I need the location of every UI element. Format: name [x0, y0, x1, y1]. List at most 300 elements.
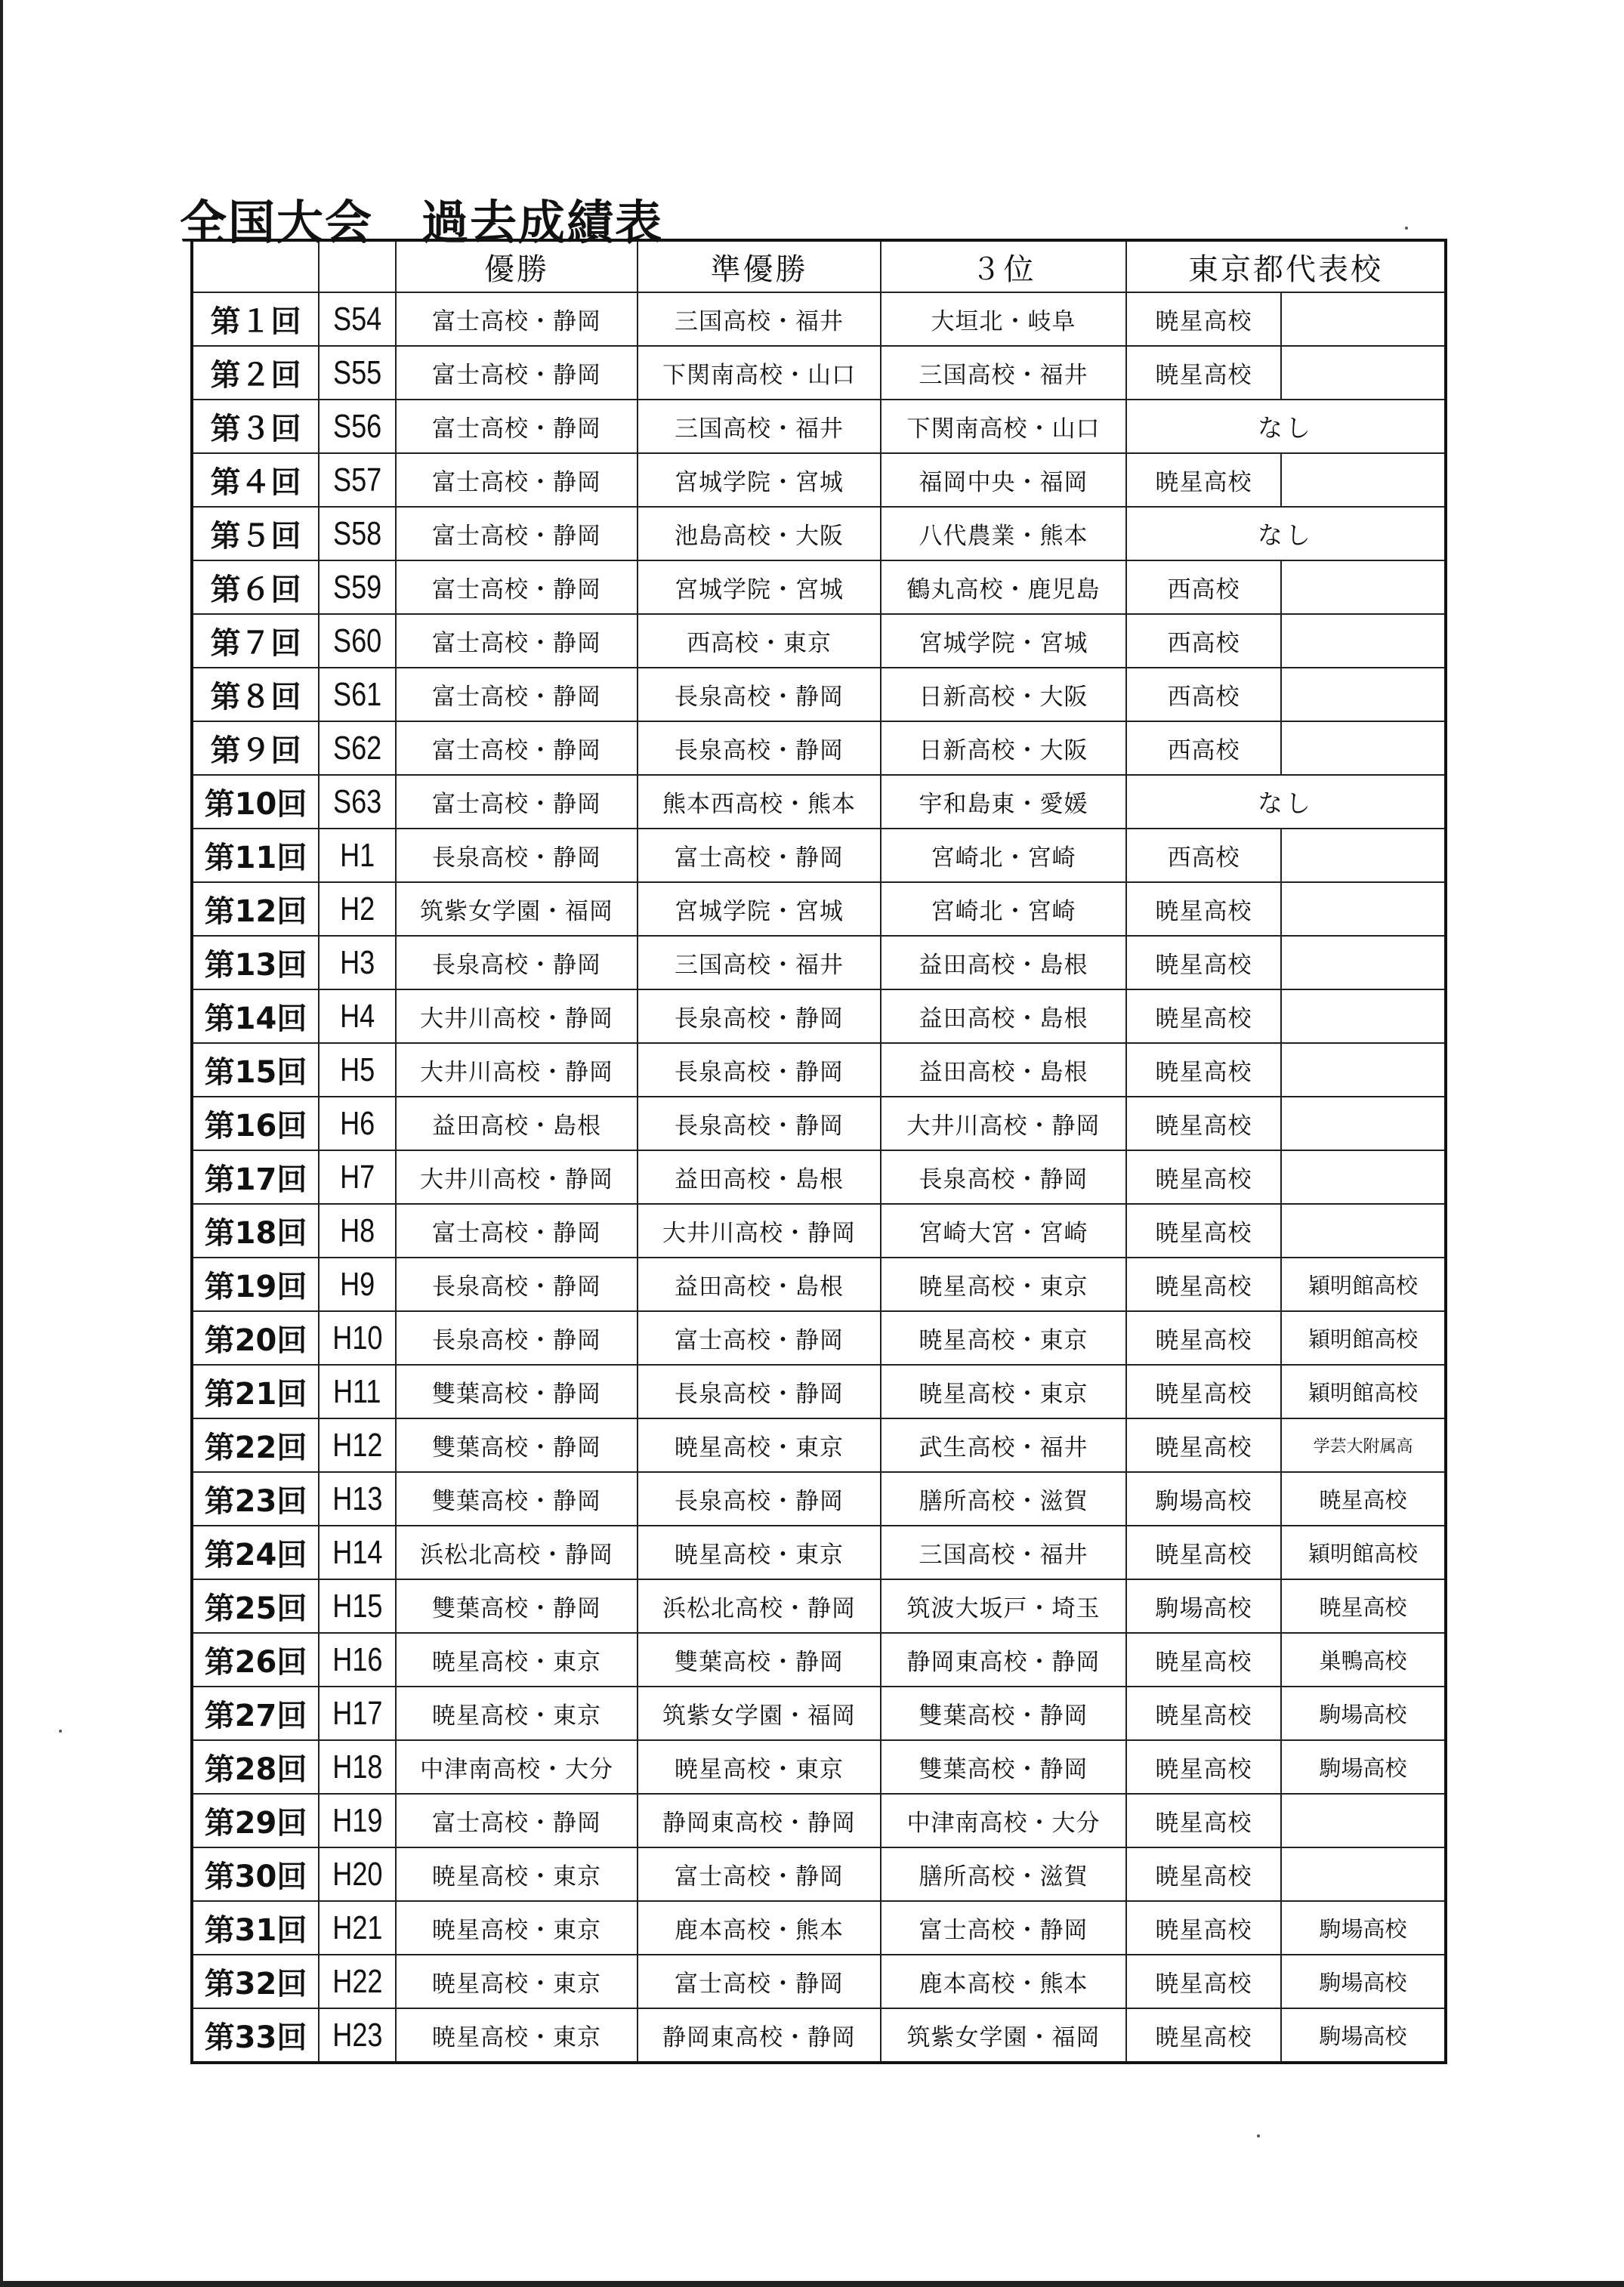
tokyo-rep-1-cell: 暁星高校	[1126, 1901, 1281, 1955]
table-row	[192, 1311, 1446, 1365]
table-row	[192, 1258, 1446, 1311]
third-place-cell: 暁星高校・東京	[881, 1365, 1126, 1418]
winner-cell: 長泉高校・静岡	[396, 829, 638, 882]
runner-up-cell: 静岡東高校・静岡	[638, 2008, 881, 2063]
era-cell	[319, 1472, 396, 1526]
round-cell: 第18回	[192, 1204, 319, 1258]
winner-cell: 富士高校・静岡	[396, 560, 638, 614]
header-third: ３位	[881, 240, 1126, 292]
third-place-cell: 三国高校・福井	[881, 346, 1126, 400]
winner-cell: 富士高校・静岡	[396, 1794, 638, 1847]
table-row	[192, 1150, 1446, 1204]
era-text: H6	[339, 1104, 375, 1142]
tokyo-rep-2-cell	[1281, 936, 1446, 989]
table-row	[192, 2008, 1446, 2063]
round-cell: 第14回	[192, 989, 319, 1043]
tokyo-rep-2-cell: 学芸大附属高	[1281, 1418, 1446, 1472]
table-row	[192, 1579, 1446, 1633]
round-cell: 第22回	[192, 1418, 319, 1472]
era-text: H10	[332, 1319, 383, 1356]
tokyo-rep-1-cell: 暁星高校	[1126, 989, 1281, 1043]
table-row	[192, 1740, 1446, 1794]
tokyo-rep-2-cell	[1281, 614, 1446, 668]
table-row	[192, 936, 1446, 989]
winner-cell: 筑紫女学園・福岡	[396, 882, 638, 936]
era-cell	[319, 346, 396, 400]
tokyo-rep-1-cell: 暁星高校	[1126, 1633, 1281, 1687]
runner-up-cell: 池島高校・大阪	[638, 507, 881, 560]
tokyo-rep-2-cell	[1281, 721, 1446, 775]
era-text: S56	[332, 407, 382, 445]
tokyo-rep-2-cell: 穎明館高校	[1281, 1311, 1446, 1365]
winner-cell: 中津南高校・大分	[396, 1740, 638, 1794]
winner-cell: 富士高校・静岡	[396, 668, 638, 721]
table-row	[192, 1633, 1446, 1687]
round-cell: 第11回	[192, 829, 319, 882]
winner-cell: 雙葉高校・静岡	[396, 1365, 638, 1418]
round-cell: 第32回	[192, 1955, 319, 2008]
runner-up-cell: 暁星高校・東京	[638, 1740, 881, 1794]
era-text: S55	[332, 353, 382, 391]
tokyo-rep-1-cell: 暁星高校	[1126, 1150, 1281, 1204]
round-cell: 第８回	[192, 668, 319, 721]
tokyo-rep-1-cell: 暁星高校	[1126, 292, 1281, 346]
tokyo-rep-1-cell: 暁星高校	[1126, 1847, 1281, 1901]
tokyo-rep-1-cell: 暁星高校	[1126, 2008, 1281, 2063]
runner-up-cell: 静岡東高校・静岡	[638, 1794, 881, 1847]
third-place-cell: 膳所高校・滋賀	[881, 1847, 1126, 1901]
third-place-cell: 宮崎北・宮崎	[881, 882, 1126, 936]
table-row	[192, 1418, 1446, 1472]
round-cell: 第19回	[192, 1258, 319, 1311]
runner-up-cell: 長泉高校・静岡	[638, 1472, 881, 1526]
round-cell: 第３回	[192, 400, 319, 453]
runner-up-cell: 熊本西高校・熊本	[638, 775, 881, 829]
header-runner-up: 準優勝	[638, 240, 881, 292]
era-text: H15	[332, 1587, 383, 1625]
era-cell	[319, 1901, 396, 1955]
table-row	[192, 1687, 1446, 1740]
third-place-cell: 大垣北・岐阜	[881, 292, 1126, 346]
table-row	[192, 1472, 1446, 1526]
winner-cell: 暁星高校・東京	[396, 1687, 638, 1740]
winner-cell: 富士高校・静岡	[396, 1204, 638, 1258]
era-cell	[319, 1043, 396, 1097]
era-text: H7	[339, 1158, 375, 1196]
third-place-cell: 宮崎北・宮崎	[881, 829, 1126, 882]
third-place-cell: 暁星高校・東京	[881, 1311, 1126, 1365]
table-row	[192, 1097, 1446, 1150]
winner-cell: 富士高校・静岡	[396, 614, 638, 668]
winner-cell: 富士高校・静岡	[396, 346, 638, 400]
tokyo-rep-1-cell: 暁星高校	[1126, 1258, 1281, 1311]
runner-up-cell: 下関南高校・山口	[638, 346, 881, 400]
table-row	[192, 1204, 1446, 1258]
tokyo-rep-2-cell	[1281, 1794, 1446, 1847]
round-cell: 第28回	[192, 1740, 319, 1794]
winner-cell: 暁星高校・東京	[396, 1955, 638, 2008]
era-text: H17	[332, 1694, 383, 1732]
runner-up-cell: 益田高校・島根	[638, 1150, 881, 1204]
round-cell: 第24回	[192, 1526, 319, 1579]
tokyo-rep-2-cell	[1281, 668, 1446, 721]
tokyo-rep-1-cell: 暁星高校	[1126, 1365, 1281, 1418]
era-text: S59	[332, 568, 382, 606]
tokyo-rep-2-cell	[1281, 346, 1446, 400]
round-cell: 第１回	[192, 292, 319, 346]
tokyo-rep-2-cell: 穎明館高校	[1281, 1526, 1446, 1579]
table-row	[192, 507, 1446, 560]
third-place-cell: 鶴丸高校・鹿児島	[881, 560, 1126, 614]
third-place-cell: 三国高校・福井	[881, 1526, 1126, 1579]
runner-up-cell: 長泉高校・静岡	[638, 989, 881, 1043]
third-place-cell: 八代農業・熊本	[881, 507, 1126, 560]
round-cell: 第20回	[192, 1311, 319, 1365]
third-place-cell: 益田高校・島根	[881, 936, 1126, 989]
third-place-cell: 宮城学院・宮城	[881, 614, 1126, 668]
tokyo-rep-1-cell: 暁星高校	[1126, 346, 1281, 400]
era-cell	[319, 292, 396, 346]
round-cell: 第25回	[192, 1579, 319, 1633]
winner-cell: 大井川高校・静岡	[396, 1150, 638, 1204]
tokyo-rep-2-cell: 巣鴨高校	[1281, 1633, 1446, 1687]
tokyo-rep-1-cell: 西高校	[1126, 829, 1281, 882]
era-text: H4	[339, 997, 375, 1035]
runner-up-cell: 長泉高校・静岡	[638, 1043, 881, 1097]
era-cell	[319, 1365, 396, 1418]
round-cell: 第４回	[192, 453, 319, 507]
era-cell	[319, 1847, 396, 1901]
tokyo-rep-2-cell: 穎明館高校	[1281, 1365, 1446, 1418]
table-row	[192, 1955, 1446, 2008]
era-text: H18	[332, 1748, 383, 1785]
era-cell	[319, 668, 396, 721]
tokyo-rep-2-cell: 暁星高校	[1281, 1579, 1446, 1633]
runner-up-cell: 鹿本高校・熊本	[638, 1901, 881, 1955]
tokyo-rep-2-cell	[1281, 1204, 1446, 1258]
era-text: H8	[339, 1211, 375, 1249]
runner-up-cell: 益田高校・島根	[638, 1258, 881, 1311]
era-text: H14	[332, 1533, 383, 1571]
tokyo-rep-2-cell	[1281, 292, 1446, 346]
third-place-cell: 益田高校・島根	[881, 1043, 1126, 1097]
tokyo-rep-2-cell	[1281, 1097, 1446, 1150]
runner-up-cell: 富士高校・静岡	[638, 829, 881, 882]
tokyo-none-cell: なし	[1126, 400, 1446, 453]
tokyo-rep-2-cell: 駒場高校	[1281, 2008, 1446, 2063]
header-tokyo-representative: 東京都代表校	[1126, 240, 1446, 292]
era-text: H21	[332, 1909, 383, 1946]
winner-cell: 雙葉高校・静岡	[396, 1579, 638, 1633]
era-cell	[319, 453, 396, 507]
tokyo-rep-1-cell: 暁星高校	[1126, 1794, 1281, 1847]
table-row	[192, 668, 1446, 721]
winner-cell: 長泉高校・静岡	[396, 936, 638, 989]
era-text: H22	[332, 1962, 383, 2000]
era-cell	[319, 507, 396, 560]
era-text: S63	[332, 782, 382, 820]
era-text: S54	[332, 300, 382, 338]
winner-cell: 雙葉高校・静岡	[396, 1418, 638, 1472]
table-row	[192, 1526, 1446, 1579]
third-place-cell: 大井川高校・静岡	[881, 1097, 1126, 1150]
winner-cell: 大井川高校・静岡	[396, 989, 638, 1043]
third-place-cell: 長泉高校・静岡	[881, 1150, 1126, 1204]
winner-cell: 長泉高校・静岡	[396, 1258, 638, 1311]
third-place-cell: 日新高校・大阪	[881, 721, 1126, 775]
runner-up-cell: 長泉高校・静岡	[638, 1097, 881, 1150]
table-row	[192, 346, 1446, 400]
winner-cell: 富士高校・静岡	[396, 400, 638, 453]
tokyo-rep-1-cell: 西高校	[1126, 614, 1281, 668]
round-cell: 第31回	[192, 1901, 319, 1955]
runner-up-cell: 三国高校・福井	[638, 292, 881, 346]
third-place-cell: 暁星高校・東京	[881, 1258, 1126, 1311]
third-place-cell: 筑波大坂戸・埼玉	[881, 1579, 1126, 1633]
tokyo-rep-1-cell: 暁星高校	[1126, 1687, 1281, 1740]
round-cell: 第21回	[192, 1365, 319, 1418]
third-place-cell: 雙葉高校・静岡	[881, 1687, 1126, 1740]
third-place-cell: 雙葉高校・静岡	[881, 1740, 1126, 1794]
era-text: H12	[332, 1426, 383, 1464]
third-place-cell: 静岡東高校・静岡	[881, 1633, 1126, 1687]
era-cell	[319, 989, 396, 1043]
tokyo-rep-1-cell: 西高校	[1126, 560, 1281, 614]
era-cell	[319, 1579, 396, 1633]
tokyo-rep-2-cell	[1281, 989, 1446, 1043]
runner-up-cell: 筑紫女学園・福岡	[638, 1687, 881, 1740]
round-cell: 第26回	[192, 1633, 319, 1687]
era-cell	[319, 1258, 396, 1311]
third-place-cell: 筑紫女学園・福岡	[881, 2008, 1126, 2063]
era-cell	[319, 936, 396, 989]
winner-cell: 長泉高校・静岡	[396, 1311, 638, 1365]
results-table	[190, 239, 1447, 2064]
scan-speck	[59, 1730, 62, 1733]
third-place-cell: 武生高校・福井	[881, 1418, 1126, 1472]
tokyo-none-cell: なし	[1126, 507, 1446, 560]
runner-up-cell: 暁星高校・東京	[638, 1526, 881, 1579]
tokyo-rep-1-cell: 暁星高校	[1126, 1740, 1281, 1794]
tokyo-rep-1-cell: 駒場高校	[1126, 1472, 1281, 1526]
table-row	[192, 1901, 1446, 1955]
era-cell	[319, 400, 396, 453]
winner-cell: 雙葉高校・静岡	[396, 1472, 638, 1526]
table-row	[192, 560, 1446, 614]
tokyo-rep-1-cell: 暁星高校	[1126, 453, 1281, 507]
era-text: H9	[339, 1265, 375, 1303]
round-cell: 第30回	[192, 1847, 319, 1901]
tokyo-rep-2-cell	[1281, 829, 1446, 882]
runner-up-cell: 長泉高校・静岡	[638, 721, 881, 775]
runner-up-cell: 長泉高校・静岡	[638, 668, 881, 721]
runner-up-cell: 富士高校・静岡	[638, 1955, 881, 2008]
tokyo-rep-1-cell: 暁星高校	[1126, 1043, 1281, 1097]
table-row	[192, 1365, 1446, 1418]
tokyo-rep-2-cell	[1281, 1150, 1446, 1204]
round-cell: 第16回	[192, 1097, 319, 1150]
tokyo-rep-2-cell	[1281, 882, 1446, 936]
winner-cell: 富士高校・静岡	[396, 507, 638, 560]
tokyo-rep-1-cell: 暁星高校	[1126, 1097, 1281, 1150]
tokyo-rep-2-cell	[1281, 1847, 1446, 1901]
round-cell: 第23回	[192, 1472, 319, 1526]
tokyo-rep-1-cell: 暁星高校	[1126, 936, 1281, 989]
winner-cell: 富士高校・静岡	[396, 292, 638, 346]
third-place-cell: 宇和島東・愛媛	[881, 775, 1126, 829]
tokyo-rep-2-cell: 駒場高校	[1281, 1901, 1446, 1955]
third-place-cell: 中津南高校・大分	[881, 1794, 1126, 1847]
winner-cell: 暁星高校・東京	[396, 1901, 638, 1955]
tokyo-rep-2-cell: 駒場高校	[1281, 1955, 1446, 2008]
tokyo-rep-2-cell: 穎明館高校	[1281, 1258, 1446, 1311]
page-edge-left	[0, 0, 3, 2287]
winner-cell: 益田高校・島根	[396, 1097, 638, 1150]
tokyo-rep-1-cell: 西高校	[1126, 668, 1281, 721]
era-cell	[319, 1418, 396, 1472]
tokyo-rep-1-cell: 駒場高校	[1126, 1579, 1281, 1633]
era-cell	[319, 775, 396, 829]
era-cell	[319, 614, 396, 668]
tokyo-rep-1-cell: 西高校	[1126, 721, 1281, 775]
era-cell	[319, 1526, 396, 1579]
table-row	[192, 829, 1446, 882]
table-row	[192, 292, 1446, 346]
era-text: H3	[339, 943, 375, 981]
era-text: H2	[339, 890, 375, 927]
third-place-cell: 膳所高校・滋賀	[881, 1472, 1126, 1526]
era-cell	[319, 560, 396, 614]
era-cell	[319, 1097, 396, 1150]
era-text: H20	[332, 1855, 383, 1893]
third-place-cell: 福岡中央・福岡	[881, 453, 1126, 507]
winner-cell: 浜松北高校・静岡	[396, 1526, 638, 1579]
era-cell	[319, 1740, 396, 1794]
era-cell	[319, 1955, 396, 2008]
winner-cell: 暁星高校・東京	[396, 1847, 638, 1901]
round-cell: 第29回	[192, 1794, 319, 1847]
round-cell: 第９回	[192, 721, 319, 775]
table-row	[192, 775, 1446, 829]
round-cell: 第２回	[192, 346, 319, 400]
round-cell: 第13回	[192, 936, 319, 989]
tokyo-rep-2-cell	[1281, 1043, 1446, 1097]
page-edge-bottom	[0, 2281, 1624, 2287]
runner-up-cell: 三国高校・福井	[638, 400, 881, 453]
era-cell	[319, 2008, 396, 2063]
table-row	[192, 882, 1446, 936]
era-text: S57	[332, 461, 382, 498]
tokyo-rep-1-cell: 暁星高校	[1126, 1955, 1281, 2008]
tokyo-rep-2-cell: 駒場高校	[1281, 1687, 1446, 1740]
results-body	[192, 292, 1446, 2063]
round-cell: 第17回	[192, 1150, 319, 1204]
third-place-cell: 富士高校・静岡	[881, 1901, 1126, 1955]
runner-up-cell: 暁星高校・東京	[638, 1418, 881, 1472]
table-row	[192, 1794, 1446, 1847]
tokyo-rep-1-cell: 暁星高校	[1126, 1418, 1281, 1472]
runner-up-cell: 宮城学院・宮城	[638, 560, 881, 614]
round-cell: 第15回	[192, 1043, 319, 1097]
winner-cell: 富士高校・静岡	[396, 721, 638, 775]
runner-up-cell: 宮城学院・宮城	[638, 453, 881, 507]
tokyo-rep-2-cell: 駒場高校	[1281, 1740, 1446, 1794]
table-row	[192, 1847, 1446, 1901]
runner-up-cell: 浜松北高校・静岡	[638, 1579, 881, 1633]
era-text: H13	[332, 1480, 383, 1517]
header-era	[319, 240, 396, 292]
era-text: S58	[332, 514, 382, 552]
tokyo-rep-2-cell	[1281, 560, 1446, 614]
tokyo-none-cell: なし	[1126, 775, 1446, 829]
winner-cell: 暁星高校・東京	[396, 1633, 638, 1687]
table-row	[192, 400, 1446, 453]
era-cell	[319, 882, 396, 936]
runner-up-cell: 雙葉高校・静岡	[638, 1633, 881, 1687]
era-text: H5	[339, 1051, 375, 1088]
header-round	[192, 240, 319, 292]
round-cell: 第７回	[192, 614, 319, 668]
scan-speck	[1405, 227, 1408, 230]
table-row	[192, 614, 1446, 668]
tokyo-rep-2-cell	[1281, 453, 1446, 507]
runner-up-cell: 三国高校・福井	[638, 936, 881, 989]
third-place-cell: 下関南高校・山口	[881, 400, 1126, 453]
era-cell	[319, 1204, 396, 1258]
runner-up-cell: 長泉高校・静岡	[638, 1365, 881, 1418]
era-text: S60	[332, 622, 382, 659]
era-text: H19	[332, 1801, 383, 1839]
era-cell	[319, 1687, 396, 1740]
round-cell: 第33回	[192, 2008, 319, 2063]
runner-up-cell: 富士高校・静岡	[638, 1311, 881, 1365]
tokyo-rep-2-cell: 暁星高校	[1281, 1472, 1446, 1526]
runner-up-cell: 富士高校・静岡	[638, 1847, 881, 1901]
era-cell	[319, 721, 396, 775]
tokyo-rep-1-cell: 暁星高校	[1126, 1204, 1281, 1258]
runner-up-cell: 宮城学院・宮城	[638, 882, 881, 936]
winner-cell: 富士高校・静岡	[396, 453, 638, 507]
runner-up-cell: 西高校・東京	[638, 614, 881, 668]
era-text: S62	[332, 729, 382, 767]
era-text: S61	[332, 675, 382, 713]
era-cell	[319, 829, 396, 882]
era-text: H16	[332, 1640, 383, 1678]
header-winner: 優勝	[396, 240, 638, 292]
runner-up-cell: 大井川高校・静岡	[638, 1204, 881, 1258]
third-place-cell: 鹿本高校・熊本	[881, 1955, 1126, 2008]
era-text: H23	[332, 2016, 383, 2054]
winner-cell: 暁星高校・東京	[396, 2008, 638, 2063]
era-text: H11	[333, 1372, 381, 1410]
table-row	[192, 1043, 1446, 1097]
scan-speck	[1257, 2134, 1260, 2137]
era-text: H1	[339, 836, 375, 874]
table-row	[192, 989, 1446, 1043]
round-cell: 第12回	[192, 882, 319, 936]
table-row	[192, 453, 1446, 507]
era-cell	[319, 1794, 396, 1847]
era-cell	[319, 1633, 396, 1687]
winner-cell: 大井川高校・静岡	[396, 1043, 638, 1097]
round-cell: 第10回	[192, 775, 319, 829]
era-cell	[319, 1311, 396, 1365]
era-cell	[319, 1150, 396, 1204]
round-cell: 第27回	[192, 1687, 319, 1740]
round-cell: 第６回	[192, 560, 319, 614]
tokyo-rep-1-cell: 暁星高校	[1126, 1526, 1281, 1579]
third-place-cell: 日新高校・大阪	[881, 668, 1126, 721]
